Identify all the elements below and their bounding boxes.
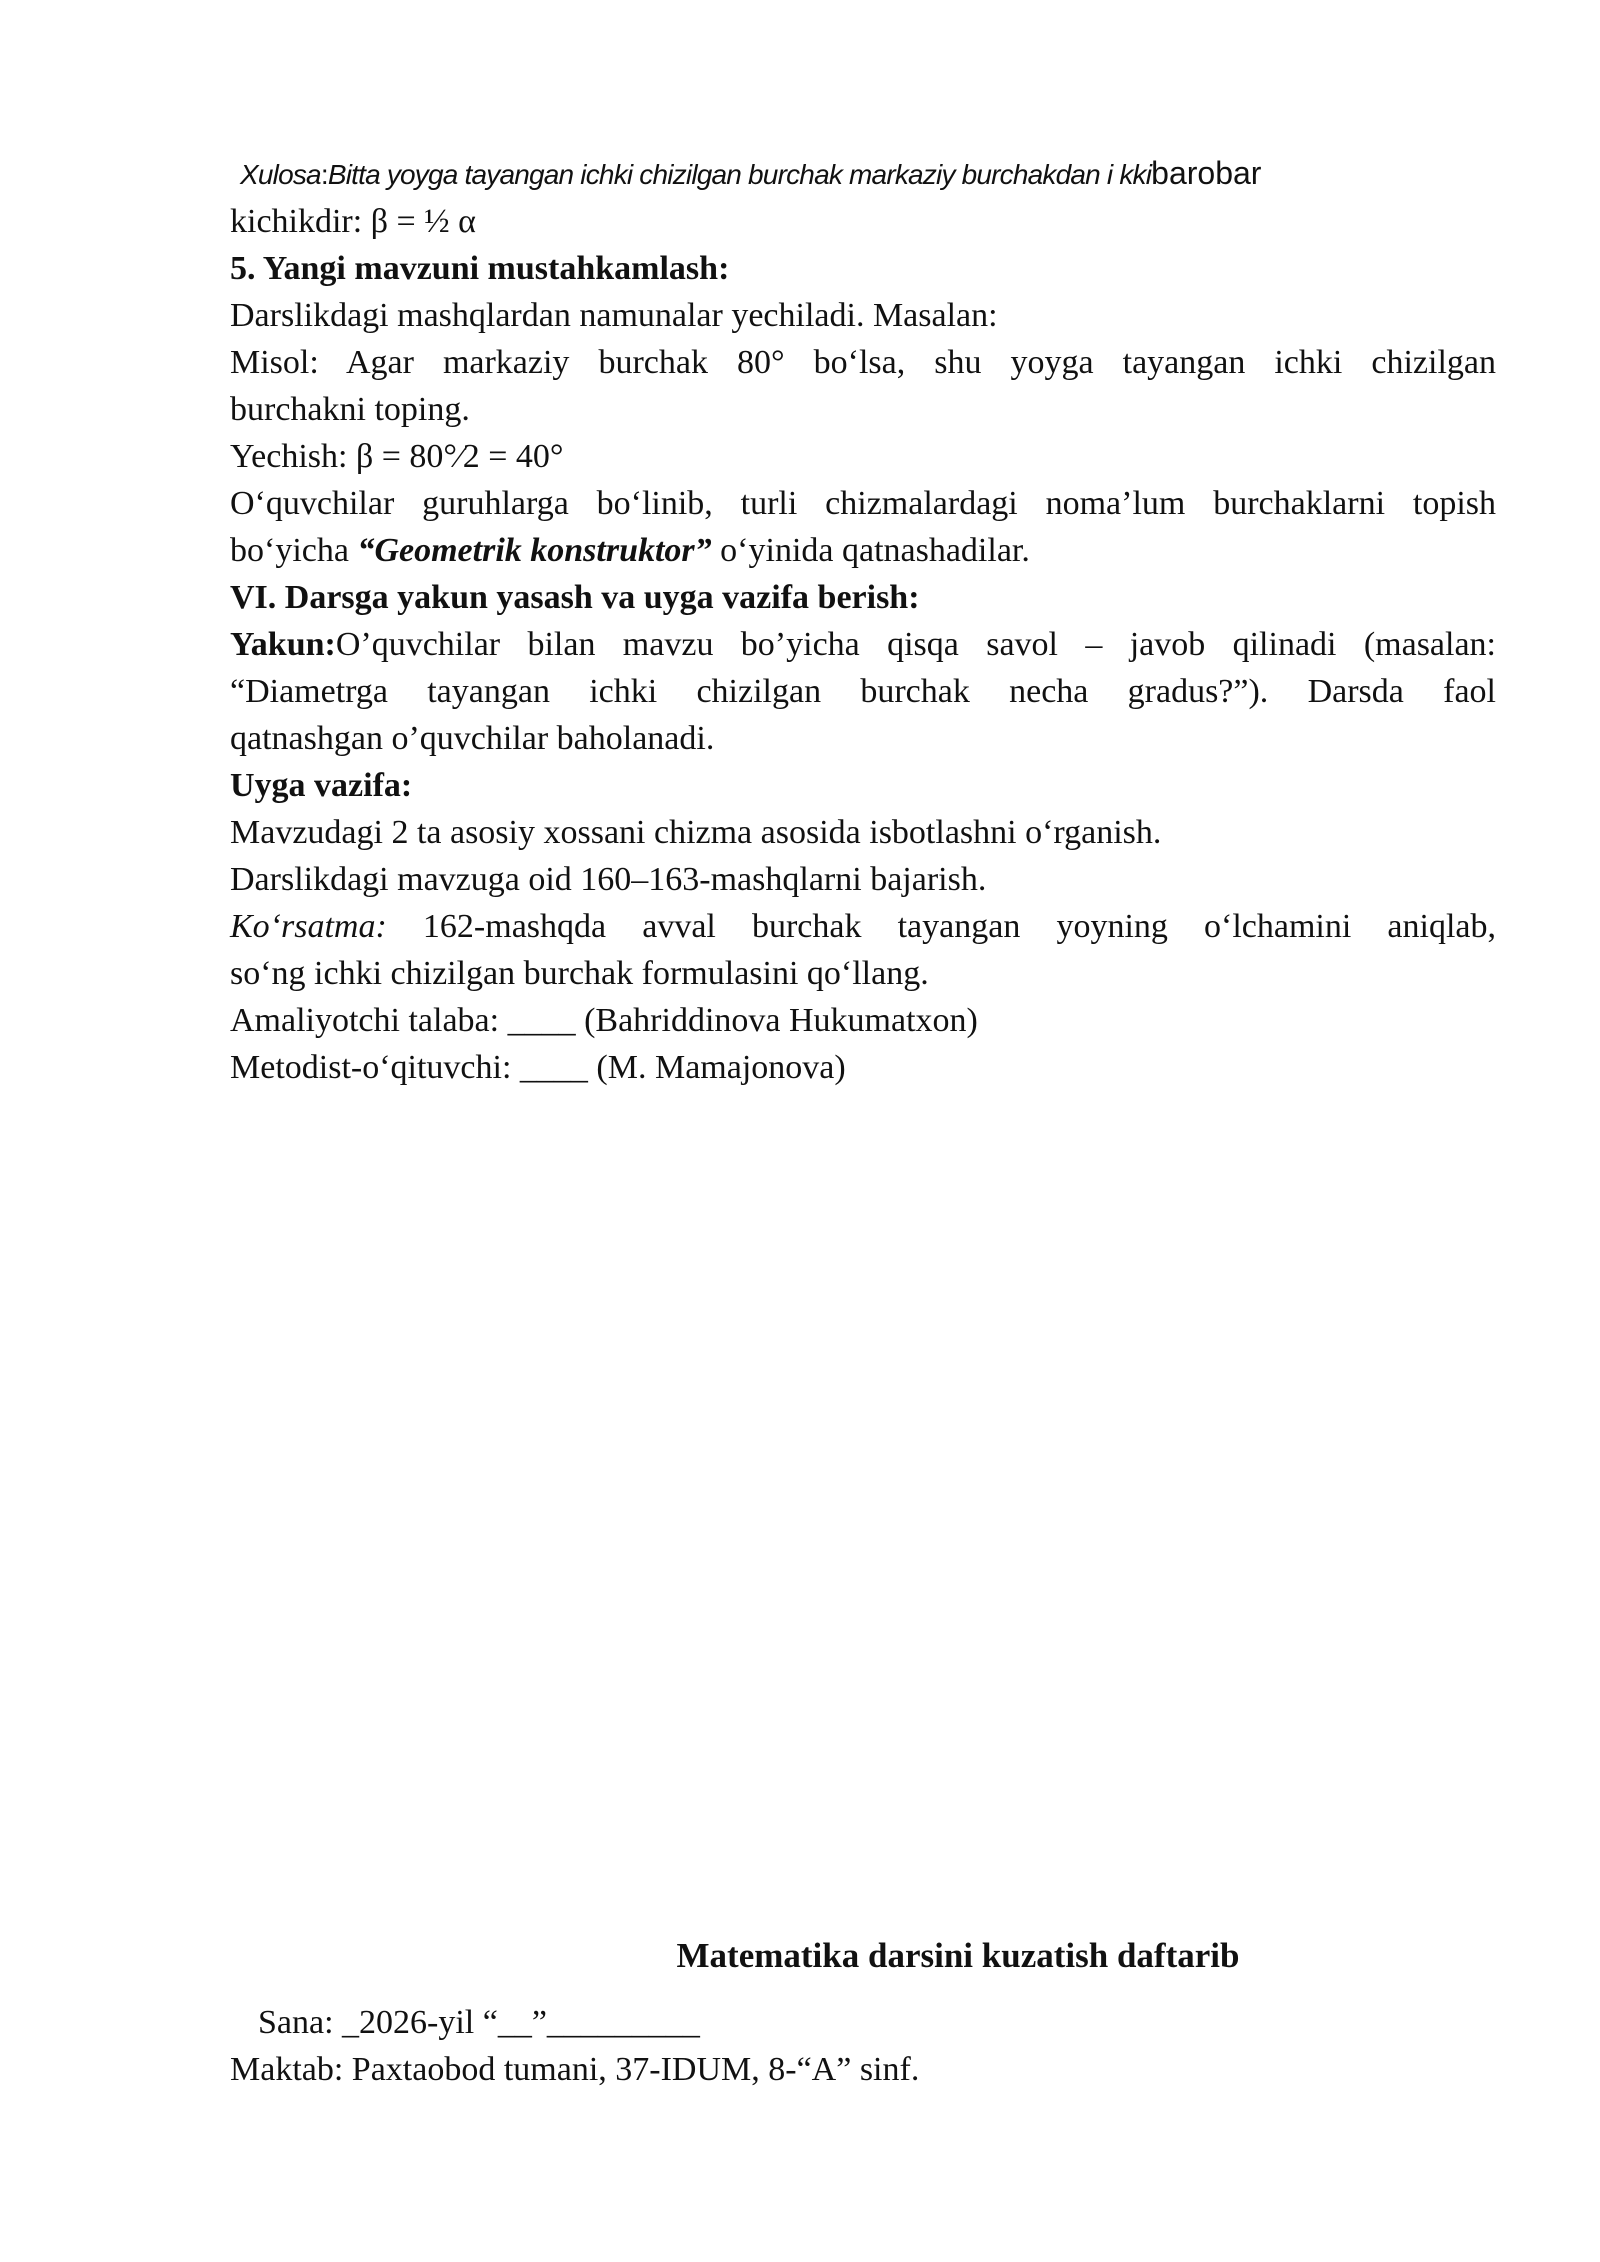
conclusion-lead bbox=[230, 159, 1151, 190]
homework-item-2: Darslikdagi mavzuga oid 160–163-mashqlarni bajarish. bbox=[230, 861, 987, 898]
game-name: “Geometrik konstruktor” bbox=[357, 532, 712, 569]
hint-line-2: so‘ng ichki chizilgan burchak formulasini qo‘llang. bbox=[230, 955, 929, 992]
conclusion-label: Xulosa bbox=[240, 159, 321, 190]
homework-item-1: Mavzudagi 2 ta asosiy xossani chizma asosida isbotlashni o‘rganish. bbox=[230, 814, 1162, 851]
conclusion-text: Bitta yoyga tayangan ichki chizilgan burchak markaziy burchakdan i kki bbox=[327, 159, 1152, 190]
summary-line-3: qatnashgan o’quvchilar baholanadi. bbox=[230, 720, 715, 757]
example-line-1: Misol: Agar markaziy burchak 80° bo‘lsa, shu yoyga tayangan ichki chizilgan bbox=[230, 344, 1496, 381]
summary-text-1: O’quvchilar bilan mavzu bo’yicha qisqa savol – javob qilinadi (masalan: bbox=[335, 626, 1496, 663]
conclusion-colon: : bbox=[320, 159, 328, 190]
section5-intro: Darslikdagi mashqlardan namunalar yechiladi. Masalan: bbox=[230, 297, 998, 334]
methodist-signature: Metodist-o‘qituvchi: ____ (M. Mamajonova) bbox=[230, 1049, 846, 1086]
homework-heading: Uyga vazifa: bbox=[230, 767, 413, 804]
conclusion-line bbox=[230, 150, 1496, 198]
notebook-title: Matematika darsini kuzatish daftarib bbox=[676, 1936, 1240, 1975]
group-line-1: O‘quvchilar guruhlarga bo‘linib, turli chizmalardagi noma’lum burchaklarni topish bbox=[230, 485, 1496, 522]
document-body bbox=[230, 150, 1496, 1091]
summary-line-2: “Diametrga tayangan ichki chizilgan burchak necha gradus?”). Darsda faol bbox=[230, 673, 1496, 710]
example-line-2: burchakni toping. bbox=[230, 391, 470, 428]
student-signature: Amaliyotchi talaba: ____ (Bahriddinova Hukumatxon) bbox=[230, 1002, 978, 1039]
hint-label: Ko‘rsatma: bbox=[230, 908, 387, 945]
date-line: Sana: _2026-yil “__”_________ bbox=[258, 2004, 700, 2041]
summary-line-1 bbox=[230, 621, 1496, 668]
group-line-2 bbox=[230, 527, 1496, 574]
conclusion-formula: kichikdir: β = ½ α bbox=[230, 203, 476, 240]
hint-line-1 bbox=[230, 903, 1496, 950]
section5-heading: 5. Yangi mavzuni mustahkamlash: bbox=[230, 250, 730, 287]
school-line: Maktab: Paxtaobod tumani, 37-IDUM, 8-“A” sinf. bbox=[230, 2051, 920, 2088]
group-line-2-post: o‘yinida qatnashadilar. bbox=[711, 532, 1030, 569]
observation-header bbox=[230, 1932, 1496, 2093]
summary-label: Yakun: bbox=[230, 626, 336, 663]
conclusion-tail: barobar bbox=[1151, 155, 1262, 191]
group-line-2-pre: bo‘yicha bbox=[230, 532, 358, 569]
section6-heading: VI. Darsga yakun yasash va uyga vazifa berish: bbox=[230, 579, 920, 616]
solution-line: Yechish: β = 80°⁄2 = 40° bbox=[230, 438, 564, 475]
hint-text-1: 162-mashqda avval burchak tayangan yoyning o‘lchamini aniqlab, bbox=[386, 908, 1496, 945]
